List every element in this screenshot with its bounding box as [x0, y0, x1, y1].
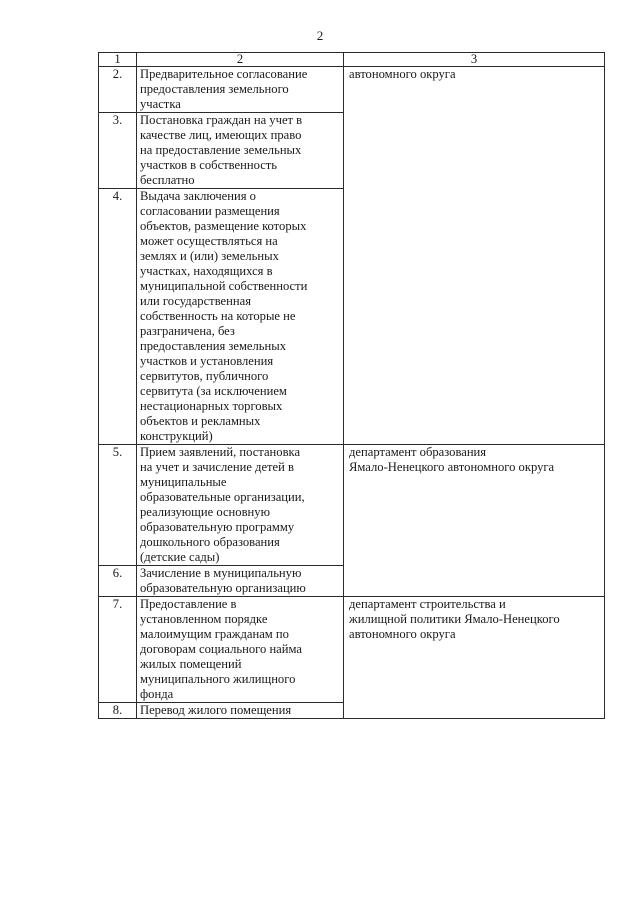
service-line: жилых помещений: [140, 657, 242, 671]
services-table: [98, 52, 605, 719]
service-line: фонда: [140, 687, 174, 701]
header-cell-1: 1: [99, 53, 137, 67]
service-line: участков и установления: [140, 354, 274, 368]
service-line: Предоставление в: [140, 597, 237, 611]
service-line: участках, находящихся в: [140, 264, 273, 278]
row-number: 6.: [99, 566, 137, 597]
service-line: дошкольного образования: [140, 535, 280, 549]
service-line: Выдача заключения о: [140, 189, 256, 203]
service-line: предоставления земельных: [140, 339, 287, 353]
service-line: нестационарных торговых: [140, 399, 283, 413]
row-number: 8.: [99, 703, 137, 719]
table-header-row: [99, 53, 605, 67]
service-line: предоставления земельного: [140, 82, 289, 96]
service-line: сервитутов, публичного: [140, 369, 269, 383]
department-line: автономного округа: [349, 627, 456, 641]
service-line: объектов, размещение которых: [140, 219, 307, 233]
service-line: муниципальные: [140, 475, 227, 489]
service-line: участка: [140, 97, 181, 111]
service-line: образовательные организации,: [140, 490, 305, 504]
table-row: [99, 445, 605, 566]
row-number: 7.: [99, 597, 137, 703]
service-line: договорам социального найма: [140, 642, 302, 656]
department-line: департамент строительства и: [349, 597, 506, 611]
service-line: малоимущим гражданам по: [140, 627, 289, 641]
service-name: [137, 445, 344, 566]
service-line: на учет и зачисление детей в: [140, 460, 294, 474]
department-line: автономного округа: [349, 67, 456, 81]
row-number: 5.: [99, 445, 137, 566]
service-line: Зачисление в муниципальную: [140, 566, 302, 580]
row-number: 4.: [99, 189, 137, 445]
department-line: жилищной политики Ямало-Ненецкого: [349, 612, 560, 626]
service-line: согласовании размещения: [140, 204, 280, 218]
table-row: [99, 67, 605, 113]
service-line: муниципальной собственности: [140, 279, 308, 293]
service-line: (детские сады): [140, 550, 220, 564]
service-line: может осуществляться на: [140, 234, 278, 248]
service-line: Перевод жилого помещения: [140, 703, 292, 717]
service-line: землях и (или) земельных: [140, 249, 279, 263]
header-cell-2: 2: [137, 53, 344, 67]
service-line: Постановка граждан на учет в: [140, 113, 303, 127]
service-line: собственность на которые не: [140, 309, 296, 323]
service-line: качестве лиц, имеющих право: [140, 128, 302, 142]
row-number: 3.: [99, 113, 137, 189]
department-cell: [344, 445, 605, 597]
table-row: [99, 597, 605, 703]
service-name: [137, 597, 344, 703]
department-cell: [344, 597, 605, 719]
service-name: [137, 566, 344, 597]
page-number: 2: [316, 28, 324, 43]
service-line: Прием заявлений, постановка: [140, 445, 301, 459]
service-line: Предварительное согласование: [140, 67, 308, 81]
row-number: 2.: [99, 67, 137, 113]
service-line: сервитута (за исключением: [140, 384, 287, 398]
service-line: конструкций): [140, 429, 213, 443]
service-line: участков в собственность: [140, 158, 278, 172]
service-line: реализующие основную: [140, 505, 270, 519]
department-cell: [344, 67, 605, 445]
service-name: [137, 113, 344, 189]
service-line: разграничена, без: [140, 324, 235, 338]
service-line: или государственная: [140, 294, 252, 308]
service-line: образовательную организацию: [140, 581, 306, 595]
service-name: [137, 703, 344, 719]
service-line: бесплатно: [140, 173, 195, 187]
service-name: [137, 67, 344, 113]
service-line: объектов и рекламных: [140, 414, 261, 428]
service-name: [137, 189, 344, 445]
service-line: образовательную программу: [140, 520, 295, 534]
service-line: муниципального жилищного: [140, 672, 296, 686]
service-line: на предоставление земельных: [140, 143, 302, 157]
department-line: Ямало-Ненецкого автономного округа: [349, 460, 555, 474]
header-cell-3: 3: [344, 53, 605, 67]
department-line: департамент образования: [349, 445, 487, 459]
service-line: установленном порядке: [140, 612, 268, 626]
